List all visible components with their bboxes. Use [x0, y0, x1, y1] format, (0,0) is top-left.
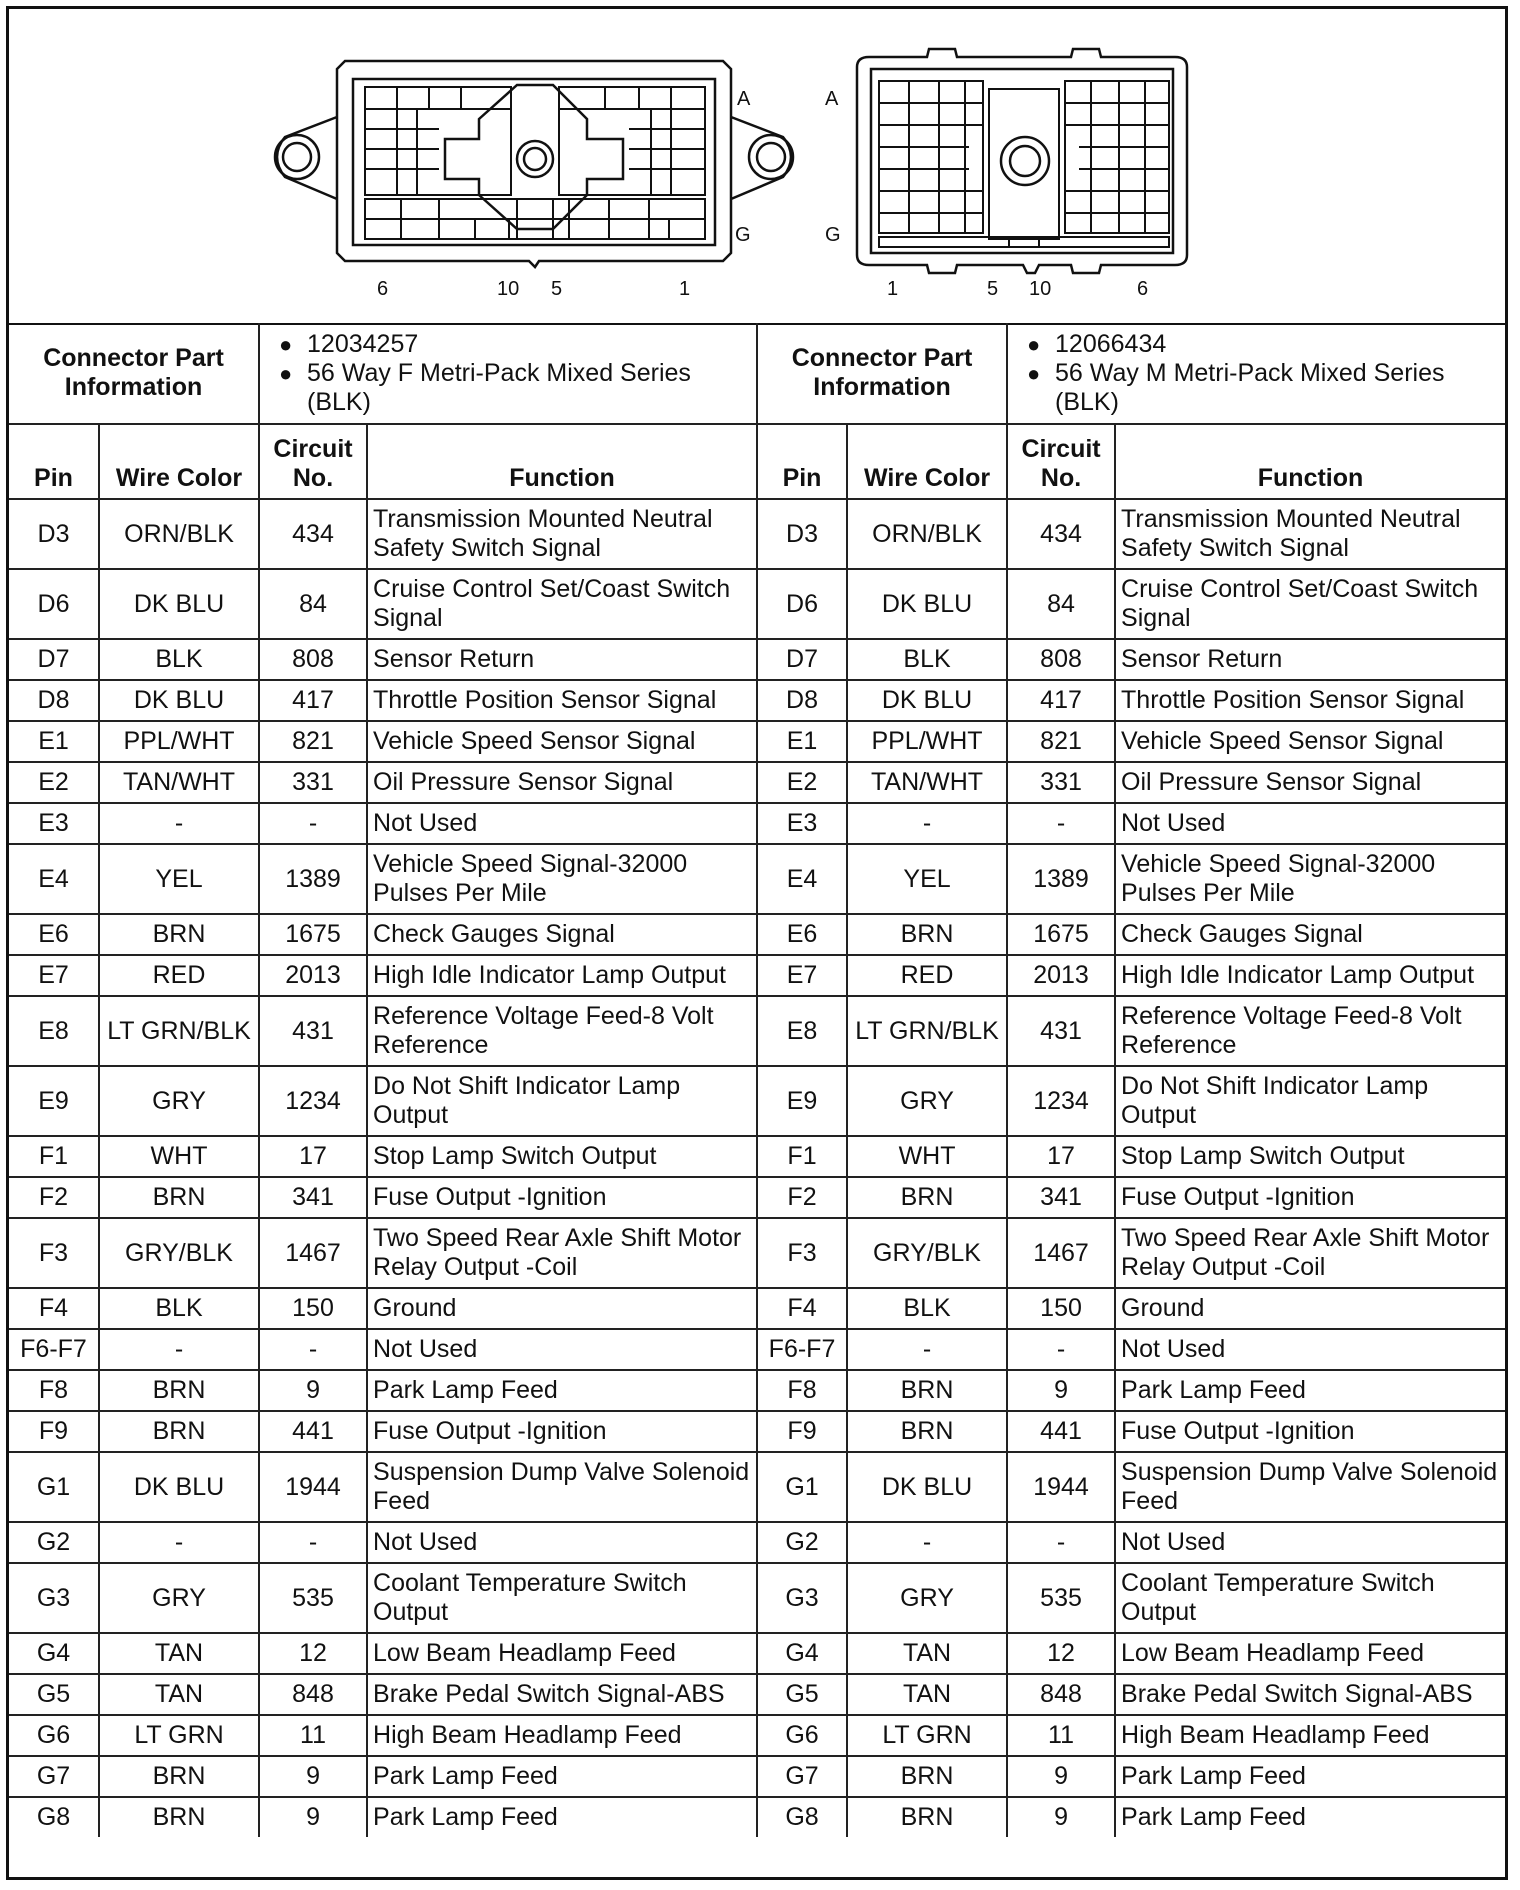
left-function-cell: Do Not Shift Indicator Lamp Output — [367, 1066, 757, 1136]
right-function-cell: Coolant Temperature Switch Output — [1115, 1563, 1505, 1633]
left-col-label-6: 6 — [377, 278, 389, 300]
connector-drawings — [9, 9, 1505, 323]
right-pin-cell: E7 — [757, 955, 847, 996]
table-row — [9, 1797, 1505, 1837]
right-circuit-cell: 821 — [1007, 721, 1115, 762]
right-pin-header: Pin — [757, 424, 847, 499]
right-pin-cell: D6 — [757, 569, 847, 639]
left-function-cell: Two Speed Rear Axle Shift Motor Relay Output -Coil — [367, 1218, 757, 1288]
table-row — [9, 955, 1505, 996]
left-wire-color-cell: BRN — [99, 1756, 259, 1797]
right-circuit-cell: 431 — [1007, 996, 1115, 1066]
left-wire-color-cell: BRN — [99, 1370, 259, 1411]
left-pin-cell: E6 — [9, 914, 99, 955]
right-wire-color-cell: DK BLU — [847, 1452, 1007, 1522]
right-pin-cell: E4 — [757, 844, 847, 914]
left-wire-color-cell: BRN — [99, 1797, 259, 1837]
left-wire-color-cell: WHT — [99, 1136, 259, 1177]
male-connector-drawing — [857, 49, 1187, 273]
left-circuit-cell: 84 — [259, 569, 367, 639]
right-wire-color-cell: ORN/BLK — [847, 499, 1007, 569]
right-wire-color-cell: BLK — [847, 639, 1007, 680]
right-circuit-cell: 1234 — [1007, 1066, 1115, 1136]
right-corner-a-label: A — [825, 88, 839, 110]
left-circuit-cell: 417 — [259, 680, 367, 721]
left-pin-cell: G1 — [9, 1452, 99, 1522]
left-wire-color-cell: ORN/BLK — [99, 499, 259, 569]
left-connector-info — [259, 323, 757, 424]
table-row — [9, 1370, 1505, 1411]
right-function-cell: Vehicle Speed Signal-32000 Pulses Per Mile — [1115, 844, 1505, 914]
left-function-header: Function — [367, 424, 757, 499]
right-circuit-cell: - — [1007, 803, 1115, 844]
left-function-cell: Not Used — [367, 1522, 757, 1563]
right-function-cell: Two Speed Rear Axle Shift Motor Relay Output -Coil — [1115, 1218, 1505, 1288]
left-circuit-cell: 535 — [259, 1563, 367, 1633]
right-wire-color-cell: BRN — [847, 914, 1007, 955]
left-function-cell: Brake Pedal Switch Signal-ABS — [367, 1674, 757, 1715]
left-part-number: ● 12034257 — [265, 330, 751, 359]
right-circuit-cell: 1389 — [1007, 844, 1115, 914]
left-wire-color-cell: LT GRN/BLK — [99, 996, 259, 1066]
right-wire-color-cell: GRY — [847, 1563, 1007, 1633]
left-circuit-cell: 1389 — [259, 844, 367, 914]
left-circuit-cell: 1944 — [259, 1452, 367, 1522]
right-pin-cell: F1 — [757, 1136, 847, 1177]
right-pin-cell: G5 — [757, 1674, 847, 1715]
right-pin-cell: D8 — [757, 680, 847, 721]
left-circuit-cell: 150 — [259, 1288, 367, 1329]
right-function-cell: Fuse Output -Ignition — [1115, 1177, 1505, 1218]
left-circuit-cell: 441 — [259, 1411, 367, 1452]
right-pin-cell: G8 — [757, 1797, 847, 1837]
left-function-cell: Fuse Output -Ignition — [367, 1177, 757, 1218]
left-pin-cell: E9 — [9, 1066, 99, 1136]
right-pin-cell: F2 — [757, 1177, 847, 1218]
left-part-description: ● 56 Way F Metri-Pack Mixed Series (BLK) — [265, 359, 751, 417]
table-row — [9, 996, 1505, 1066]
left-function-cell: High Idle Indicator Lamp Output — [367, 955, 757, 996]
left-wire-color-cell: - — [99, 1522, 259, 1563]
left-wire-color-cell: RED — [99, 955, 259, 996]
right-connector-info-label: Connector Part Information — [757, 323, 1007, 424]
right-pin-cell: F3 — [757, 1218, 847, 1288]
right-pin-cell: E8 — [757, 996, 847, 1066]
left-function-cell: Park Lamp Feed — [367, 1370, 757, 1411]
right-function-cell: Fuse Output -Ignition — [1115, 1411, 1505, 1452]
right-part-description: ● 56 Way M Metri-Pack Mixed Series (BLK) — [1013, 359, 1500, 417]
left-circuit-cell: 17 — [259, 1136, 367, 1177]
left-circuit-cell: 1234 — [259, 1066, 367, 1136]
right-function-cell: Not Used — [1115, 1522, 1505, 1563]
left-pin-cell: G3 — [9, 1563, 99, 1633]
right-function-cell: Park Lamp Feed — [1115, 1797, 1505, 1837]
right-col-label-6: 6 — [1137, 278, 1149, 300]
right-pin-cell: G1 — [757, 1452, 847, 1522]
left-function-cell: Not Used — [367, 803, 757, 844]
table-row — [9, 1756, 1505, 1797]
table-row — [9, 499, 1505, 569]
left-wire-color-cell: DK BLU — [99, 680, 259, 721]
left-function-cell: Check Gauges Signal — [367, 914, 757, 955]
table-row — [9, 844, 1505, 914]
left-function-cell: Transmission Mounted Neutral Safety Switch Signal — [367, 499, 757, 569]
right-circuit-cell: 535 — [1007, 1563, 1115, 1633]
left-col-label-5: 5 — [551, 278, 563, 300]
left-pin-cell: G6 — [9, 1715, 99, 1756]
right-function-header: Function — [1115, 424, 1505, 499]
right-col-label-10: 10 — [1029, 278, 1052, 300]
left-function-cell: Reference Voltage Feed-8 Volt Reference — [367, 996, 757, 1066]
left-pin-cell: F2 — [9, 1177, 99, 1218]
right-wire-color-cell: BRN — [847, 1370, 1007, 1411]
left-col-label-1: 1 — [679, 278, 691, 300]
left-wire-color-cell: - — [99, 1329, 259, 1370]
left-function-cell: Not Used — [367, 1329, 757, 1370]
table-row — [9, 1563, 1505, 1633]
left-wire-color-cell: BRN — [99, 914, 259, 955]
table-row — [9, 1288, 1505, 1329]
left-circuit-cell: 331 — [259, 762, 367, 803]
left-wire-color-cell: DK BLU — [99, 1452, 259, 1522]
right-wire-color-cell: LT GRN/BLK — [847, 996, 1007, 1066]
left-function-cell: High Beam Headlamp Feed — [367, 1715, 757, 1756]
left-pin-cell: F4 — [9, 1288, 99, 1329]
right-function-cell: Not Used — [1115, 803, 1505, 844]
right-pin-cell: G6 — [757, 1715, 847, 1756]
table-row — [9, 1218, 1505, 1288]
left-wire-color-cell: DK BLU — [99, 569, 259, 639]
left-function-cell: Ground — [367, 1288, 757, 1329]
right-wire-color-cell: BLK — [847, 1288, 1007, 1329]
table-row — [9, 680, 1505, 721]
connector-face-diagram — [9, 9, 1505, 325]
left-wire-color-cell: PPL/WHT — [99, 721, 259, 762]
table-row — [9, 1411, 1505, 1452]
left-connector-info-label: Connector Part Information — [9, 323, 259, 424]
right-function-cell: Park Lamp Feed — [1115, 1756, 1505, 1797]
right-circuit-cell: 341 — [1007, 1177, 1115, 1218]
left-pin-cell: F8 — [9, 1370, 99, 1411]
left-wire-color-cell: YEL — [99, 844, 259, 914]
right-circuit-cell: 9 — [1007, 1756, 1115, 1797]
right-circuit-cell: 84 — [1007, 569, 1115, 639]
right-circuit-cell: 150 — [1007, 1288, 1115, 1329]
right-function-cell: Low Beam Headlamp Feed — [1115, 1633, 1505, 1674]
left-function-cell: Fuse Output -Ignition — [367, 1411, 757, 1452]
right-wire-color-cell: - — [847, 1329, 1007, 1370]
left-pin-cell: D8 — [9, 680, 99, 721]
left-wire-color-cell: GRY — [99, 1066, 259, 1136]
right-circuit-cell: 9 — [1007, 1797, 1115, 1837]
left-pin-cell: G7 — [9, 1756, 99, 1797]
right-wire-color-cell: LT GRN — [847, 1715, 1007, 1756]
right-pin-cell: G2 — [757, 1522, 847, 1563]
right-function-cell: Sensor Return — [1115, 639, 1505, 680]
left-circuit-cell: - — [259, 1522, 367, 1563]
left-circuit-cell: 9 — [259, 1797, 367, 1837]
right-wire-color-cell: BRN — [847, 1177, 1007, 1218]
right-function-cell: Ground — [1115, 1288, 1505, 1329]
left-pin-cell: F6-F7 — [9, 1329, 99, 1370]
left-pin-cell: E2 — [9, 762, 99, 803]
right-wire-color-cell: BRN — [847, 1756, 1007, 1797]
left-pin-cell: F3 — [9, 1218, 99, 1288]
left-pin-cell: D7 — [9, 639, 99, 680]
left-pin-cell: F1 — [9, 1136, 99, 1177]
connector-info-row — [9, 323, 1505, 424]
right-function-cell: Suspension Dump Valve Solenoid Feed — [1115, 1452, 1505, 1522]
right-function-cell: Cruise Control Set/Coast Switch Signal — [1115, 569, 1505, 639]
left-pin-cell: G4 — [9, 1633, 99, 1674]
left-circuit-cell: - — [259, 1329, 367, 1370]
right-pin-cell: F6-F7 — [757, 1329, 847, 1370]
right-pin-cell: D7 — [757, 639, 847, 680]
left-wire-color-cell: TAN/WHT — [99, 762, 259, 803]
right-wire-color-header: Wire Color — [847, 424, 1007, 499]
left-circuit-cell: 848 — [259, 1674, 367, 1715]
left-wire-color-cell: GRY/BLK — [99, 1218, 259, 1288]
left-pin-cell: G8 — [9, 1797, 99, 1837]
left-function-cell: Oil Pressure Sensor Signal — [367, 762, 757, 803]
right-function-cell: Do Not Shift Indicator Lamp Output — [1115, 1066, 1505, 1136]
left-wire-color-cell: BLK — [99, 639, 259, 680]
left-col-label-10: 10 — [497, 278, 520, 300]
left-pin-cell: G2 — [9, 1522, 99, 1563]
left-pin-cell: E7 — [9, 955, 99, 996]
table-row — [9, 1715, 1505, 1756]
left-circuit-header: Circuit No. — [259, 424, 367, 499]
right-pin-cell: G4 — [757, 1633, 847, 1674]
left-pin-cell: E1 — [9, 721, 99, 762]
left-corner-g-label: G — [735, 224, 751, 246]
table-row — [9, 1177, 1505, 1218]
left-corner-a-label: A — [737, 88, 751, 110]
right-pin-cell: E6 — [757, 914, 847, 955]
right-wire-color-cell: RED — [847, 955, 1007, 996]
right-wire-color-cell: GRY — [847, 1066, 1007, 1136]
left-circuit-cell: 808 — [259, 639, 367, 680]
left-function-cell: Coolant Temperature Switch Output — [367, 1563, 757, 1633]
left-function-cell: Vehicle Speed Signal-32000 Pulses Per Mile — [367, 844, 757, 914]
right-pin-cell: E9 — [757, 1066, 847, 1136]
table-row — [9, 1522, 1505, 1563]
right-pin-cell: F8 — [757, 1370, 847, 1411]
right-circuit-cell: - — [1007, 1329, 1115, 1370]
right-pin-cell: D3 — [757, 499, 847, 569]
right-circuit-cell: 331 — [1007, 762, 1115, 803]
right-circuit-cell: - — [1007, 1522, 1115, 1563]
right-function-cell: Check Gauges Signal — [1115, 914, 1505, 955]
right-wire-color-cell: TAN/WHT — [847, 762, 1007, 803]
right-function-cell: Throttle Position Sensor Signal — [1115, 680, 1505, 721]
right-function-cell: Park Lamp Feed — [1115, 1370, 1505, 1411]
right-circuit-cell: 1467 — [1007, 1218, 1115, 1288]
right-circuit-cell: 11 — [1007, 1715, 1115, 1756]
right-wire-color-cell: PPL/WHT — [847, 721, 1007, 762]
left-pin-cell: E3 — [9, 803, 99, 844]
left-function-cell: Vehicle Speed Sensor Signal — [367, 721, 757, 762]
table-row — [9, 762, 1505, 803]
right-function-cell: Not Used — [1115, 1329, 1505, 1370]
right-pin-cell: F4 — [757, 1288, 847, 1329]
right-pin-cell: G3 — [757, 1563, 847, 1633]
right-wire-color-cell: - — [847, 803, 1007, 844]
right-col-label-5: 5 — [987, 278, 999, 300]
right-wire-color-cell: TAN — [847, 1674, 1007, 1715]
left-wire-color-cell: BLK — [99, 1288, 259, 1329]
left-circuit-cell: 11 — [259, 1715, 367, 1756]
table-row — [9, 1674, 1505, 1715]
right-circuit-cell: 434 — [1007, 499, 1115, 569]
table-row — [9, 721, 1505, 762]
right-wire-color-cell: GRY/BLK — [847, 1218, 1007, 1288]
left-function-cell: Suspension Dump Valve Solenoid Feed — [367, 1452, 757, 1522]
left-function-cell: Sensor Return — [367, 639, 757, 680]
left-circuit-cell: 341 — [259, 1177, 367, 1218]
right-function-cell: High Idle Indicator Lamp Output — [1115, 955, 1505, 996]
left-wire-color-cell: TAN — [99, 1674, 259, 1715]
right-circuit-cell: 12 — [1007, 1633, 1115, 1674]
right-function-cell: Stop Lamp Switch Output — [1115, 1136, 1505, 1177]
right-circuit-cell: 417 — [1007, 680, 1115, 721]
right-circuit-cell: 1675 — [1007, 914, 1115, 955]
left-pin-cell: G5 — [9, 1674, 99, 1715]
right-wire-color-cell: WHT — [847, 1136, 1007, 1177]
right-connector-info — [1007, 323, 1505, 424]
left-circuit-cell: 9 — [259, 1370, 367, 1411]
left-function-cell: Cruise Control Set/Coast Switch Signal — [367, 569, 757, 639]
left-pin-cell: D6 — [9, 569, 99, 639]
table-row — [9, 803, 1505, 844]
right-wire-color-cell: DK BLU — [847, 569, 1007, 639]
table-row — [9, 639, 1505, 680]
right-function-cell: High Beam Headlamp Feed — [1115, 1715, 1505, 1756]
left-wire-color-cell: GRY — [99, 1563, 259, 1633]
left-circuit-cell: 9 — [259, 1756, 367, 1797]
right-circuit-cell: 1944 — [1007, 1452, 1115, 1522]
left-pin-header: Pin — [9, 424, 99, 499]
right-pin-cell: E2 — [757, 762, 847, 803]
table-row — [9, 1329, 1505, 1370]
right-function-cell: Vehicle Speed Sensor Signal — [1115, 721, 1505, 762]
left-wire-color-cell: LT GRN — [99, 1715, 259, 1756]
table-row — [9, 1066, 1505, 1136]
left-circuit-cell: 1467 — [259, 1218, 367, 1288]
right-wire-color-cell: YEL — [847, 844, 1007, 914]
left-circuit-cell: - — [259, 803, 367, 844]
left-pin-cell: E8 — [9, 996, 99, 1066]
table-row — [9, 569, 1505, 639]
left-wire-color-header: Wire Color — [99, 424, 259, 499]
left-circuit-cell: 2013 — [259, 955, 367, 996]
right-pin-cell: E1 — [757, 721, 847, 762]
right-wire-color-cell: BRN — [847, 1411, 1007, 1452]
left-circuit-cell: 12 — [259, 1633, 367, 1674]
right-function-cell: Transmission Mounted Neutral Safety Switch Signal — [1115, 499, 1505, 569]
right-wire-color-cell: TAN — [847, 1633, 1007, 1674]
right-pin-cell: F9 — [757, 1411, 847, 1452]
left-function-cell: Park Lamp Feed — [367, 1756, 757, 1797]
table-row — [9, 914, 1505, 955]
right-circuit-cell: 9 — [1007, 1370, 1115, 1411]
left-pin-cell: E4 — [9, 844, 99, 914]
column-header-row — [9, 424, 1505, 499]
left-wire-color-cell: BRN — [99, 1177, 259, 1218]
right-function-cell: Oil Pressure Sensor Signal — [1115, 762, 1505, 803]
right-circuit-cell: 2013 — [1007, 955, 1115, 996]
right-wire-color-cell: BRN — [847, 1797, 1007, 1837]
table-row — [9, 1452, 1505, 1522]
right-function-cell: Brake Pedal Switch Signal-ABS — [1115, 1674, 1505, 1715]
left-wire-color-cell: - — [99, 803, 259, 844]
left-wire-color-cell: TAN — [99, 1633, 259, 1674]
left-function-cell: Stop Lamp Switch Output — [367, 1136, 757, 1177]
left-wire-color-cell: BRN — [99, 1411, 259, 1452]
right-corner-g-label: G — [825, 224, 841, 246]
table-row — [9, 1136, 1505, 1177]
right-circuit-cell: 808 — [1007, 639, 1115, 680]
left-function-cell: Throttle Position Sensor Signal — [367, 680, 757, 721]
right-col-label-1: 1 — [887, 278, 899, 300]
left-pin-cell: D3 — [9, 499, 99, 569]
right-circuit-cell: 848 — [1007, 1674, 1115, 1715]
right-circuit-cell: 17 — [1007, 1136, 1115, 1177]
right-function-cell: Reference Voltage Feed-8 Volt Reference — [1115, 996, 1505, 1066]
female-connector-drawing — [275, 61, 793, 267]
right-wire-color-cell: - — [847, 1522, 1007, 1563]
left-function-cell: Low Beam Headlamp Feed — [367, 1633, 757, 1674]
connector-pinout-sheet — [6, 6, 1508, 1880]
pinout-table — [9, 323, 1505, 1837]
left-circuit-cell: 431 — [259, 996, 367, 1066]
left-circuit-cell: 1675 — [259, 914, 367, 955]
left-function-cell: Park Lamp Feed — [367, 1797, 757, 1837]
right-pin-cell: G7 — [757, 1756, 847, 1797]
right-pin-cell: E3 — [757, 803, 847, 844]
right-circuit-header: Circuit No. — [1007, 424, 1115, 499]
right-wire-color-cell: DK BLU — [847, 680, 1007, 721]
left-pin-cell: F9 — [9, 1411, 99, 1452]
table-row — [9, 1633, 1505, 1674]
right-part-number: ● 12066434 — [1013, 330, 1500, 359]
left-circuit-cell: 434 — [259, 499, 367, 569]
left-circuit-cell: 821 — [259, 721, 367, 762]
right-circuit-cell: 441 — [1007, 1411, 1115, 1452]
